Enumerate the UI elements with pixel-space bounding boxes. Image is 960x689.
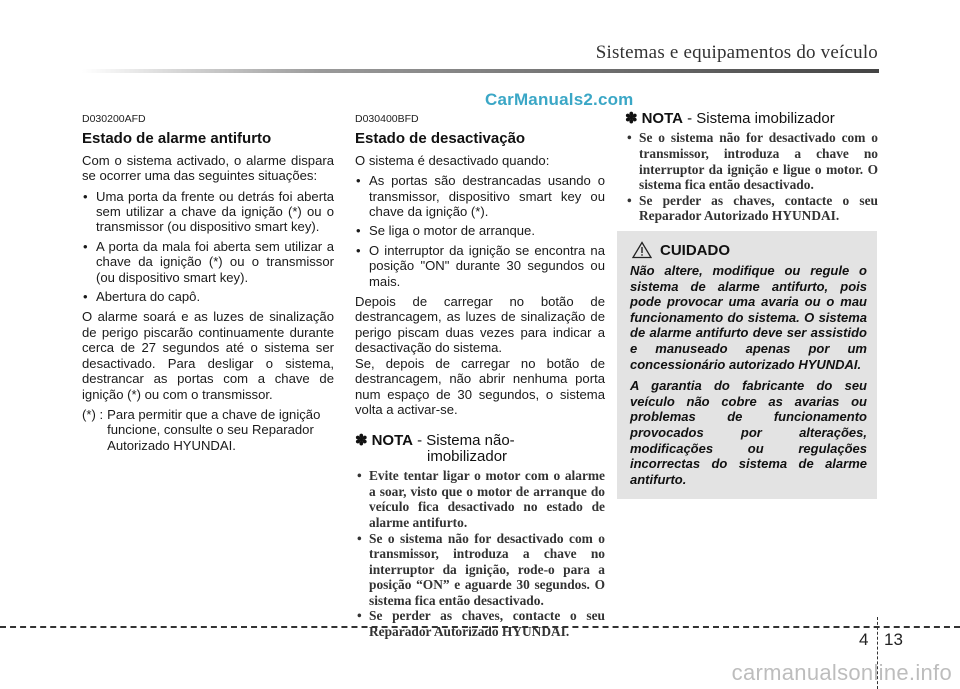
disarm-condition-list [355, 173, 605, 289]
chapter-number: 4 [859, 630, 869, 649]
section-code: D030400BFD [355, 113, 419, 125]
page-number: 13 [884, 630, 903, 649]
footnote [82, 407, 334, 453]
note-heading-non-immobilizer [355, 433, 605, 464]
note-list-immobilizer [625, 130, 878, 224]
section-title-disarm-state: Estado de desactivação [355, 130, 526, 148]
list-item: • A porta da mala foi aberta sem utilizar a chave da ignição (*) ou o transmissor (ou dispositivo smart key). [82, 239, 334, 285]
column-disarm-state [355, 108, 605, 640]
list-item: • Abertura do capô. [82, 289, 334, 304]
note-symbol-icon: ✽ [355, 432, 368, 450]
caution-paragraph: Não altere, modifique ou regule o sistema de alarme antifurto, pois pode provocar uma avaria ou o mau funcionamento do sistema. O sistema de alarme antifurto deve ser assistido e manuseado apenas por um concessionário autorizado HYUNDAI. [630, 263, 867, 372]
column-immobilizer-note [625, 111, 878, 224]
alarm-behavior-paragraph: O alarme soará e as luzes de sinalização de perigo piscarão continuamente durante cerca de 27 segundos até o sistema ser desactivado. Para desligar o sistema, destrancar as portas com a chave de ignição (*) ou com o transmissor. [82, 309, 334, 402]
section-title-alarm-state: Estado de alarme antifurto [82, 130, 272, 148]
disarm-rearm-paragraph: Se, depois de carregar no botão de destrancagem, não abrir nenhuma porta num espaço de 30 segundos, o sistema volta a activar-se. [355, 355, 605, 417]
watermark-carmanuals2[interactable]: CarManuals2.com [485, 90, 634, 109]
list-item: • Evite tentar ligar o motor com o alarme a soar, visto que o motor de arranque do veículo fica desactivado no estado de alarme antifurto. [355, 468, 605, 530]
watermark-carmanualsonline[interactable]: carmanualsonline.info [731, 660, 952, 685]
column-alarm-state [82, 108, 334, 453]
footnote-mark: (*) : [82, 406, 104, 422]
note-heading-immobilizer [625, 111, 878, 126]
note-subtitle: - Sistema não- [417, 432, 515, 450]
list-item: • O interruptor da ignição se encontra na posição "ON" durante 30 segundos ou mais. [355, 243, 605, 289]
list-item: • As portas são destrancadas usando o transmissor, dispositivo smart key ou chave da ignição (*). [355, 173, 605, 219]
caution-box [617, 231, 877, 499]
caution-warranty-paragraph: A garantia do fabricante do seu veículo não cobre as avarias ou problemas de funcionamento provocados por alterações, modificações ou regulações incorrectas do sistema de alarme antifurto. [630, 378, 867, 487]
note-list-non-immobilizer [355, 468, 605, 640]
list-item: • Se perder as chaves, contacte o seu Reparador Autorizado HYUNDAI. [355, 608, 605, 639]
note-label: NOTA [371, 432, 413, 450]
note-label: NOTA [641, 110, 683, 127]
list-item: • Se perder as chaves, contacte o seu Reparador Autorizado HYUNDAI. [625, 193, 878, 224]
page-header-title: Sistemas e equipamentos do veículo [595, 42, 878, 63]
caution-header [632, 241, 867, 259]
alarm-intro-paragraph: Com o sistema activado, o alarme dispara se ocorrer uma das seguintes situações: [82, 152, 334, 184]
disarm-intro-paragraph: O sistema é desactivado quando: [355, 152, 550, 168]
note-subtitle: - Sistema imobilizador [687, 110, 835, 127]
list-item: • Uma porta da frente ou detrás foi aberta sem utilizar a chave da ignição (*) ou o transmissor (ou dispositivo smart key). [82, 189, 334, 235]
list-item: • Se o sistema não for desactivado com o transmissor, introduza a chave no interruptor da ignição e ligue o motor. O sistema fica então desactivado. [625, 130, 878, 192]
section-code: D030200AFD [82, 113, 146, 125]
list-item: • Se liga o motor de arranque. [355, 223, 605, 238]
note-subtitle-continued: imobilizador [427, 447, 508, 465]
footer-rule [0, 626, 960, 628]
footnote-text: Para permitir que a chave de ignição funcione, consulte o seu Reparador Autorizado HYUNDAI. [107, 406, 321, 453]
disarm-hazard-paragraph: Depois de carregar no botão de destrancagem, as luzes de sinalização de perigo piscam duas vezes para indicar a desactivação do sistema. [355, 294, 605, 356]
list-item: • Se o sistema não for desactivado com o transmissor, introduza a chave no interruptor da ignição, rode-o para a posição “ON” e aguarde 30 segundos. O sistema fica então desactivado. [355, 531, 605, 609]
header-rule [82, 69, 879, 73]
note-symbol-icon: ✽ [625, 110, 638, 127]
caution-title: CUIDADO [660, 241, 730, 259]
warning-triangle-icon [632, 241, 652, 259]
alarm-trigger-list [82, 189, 334, 305]
